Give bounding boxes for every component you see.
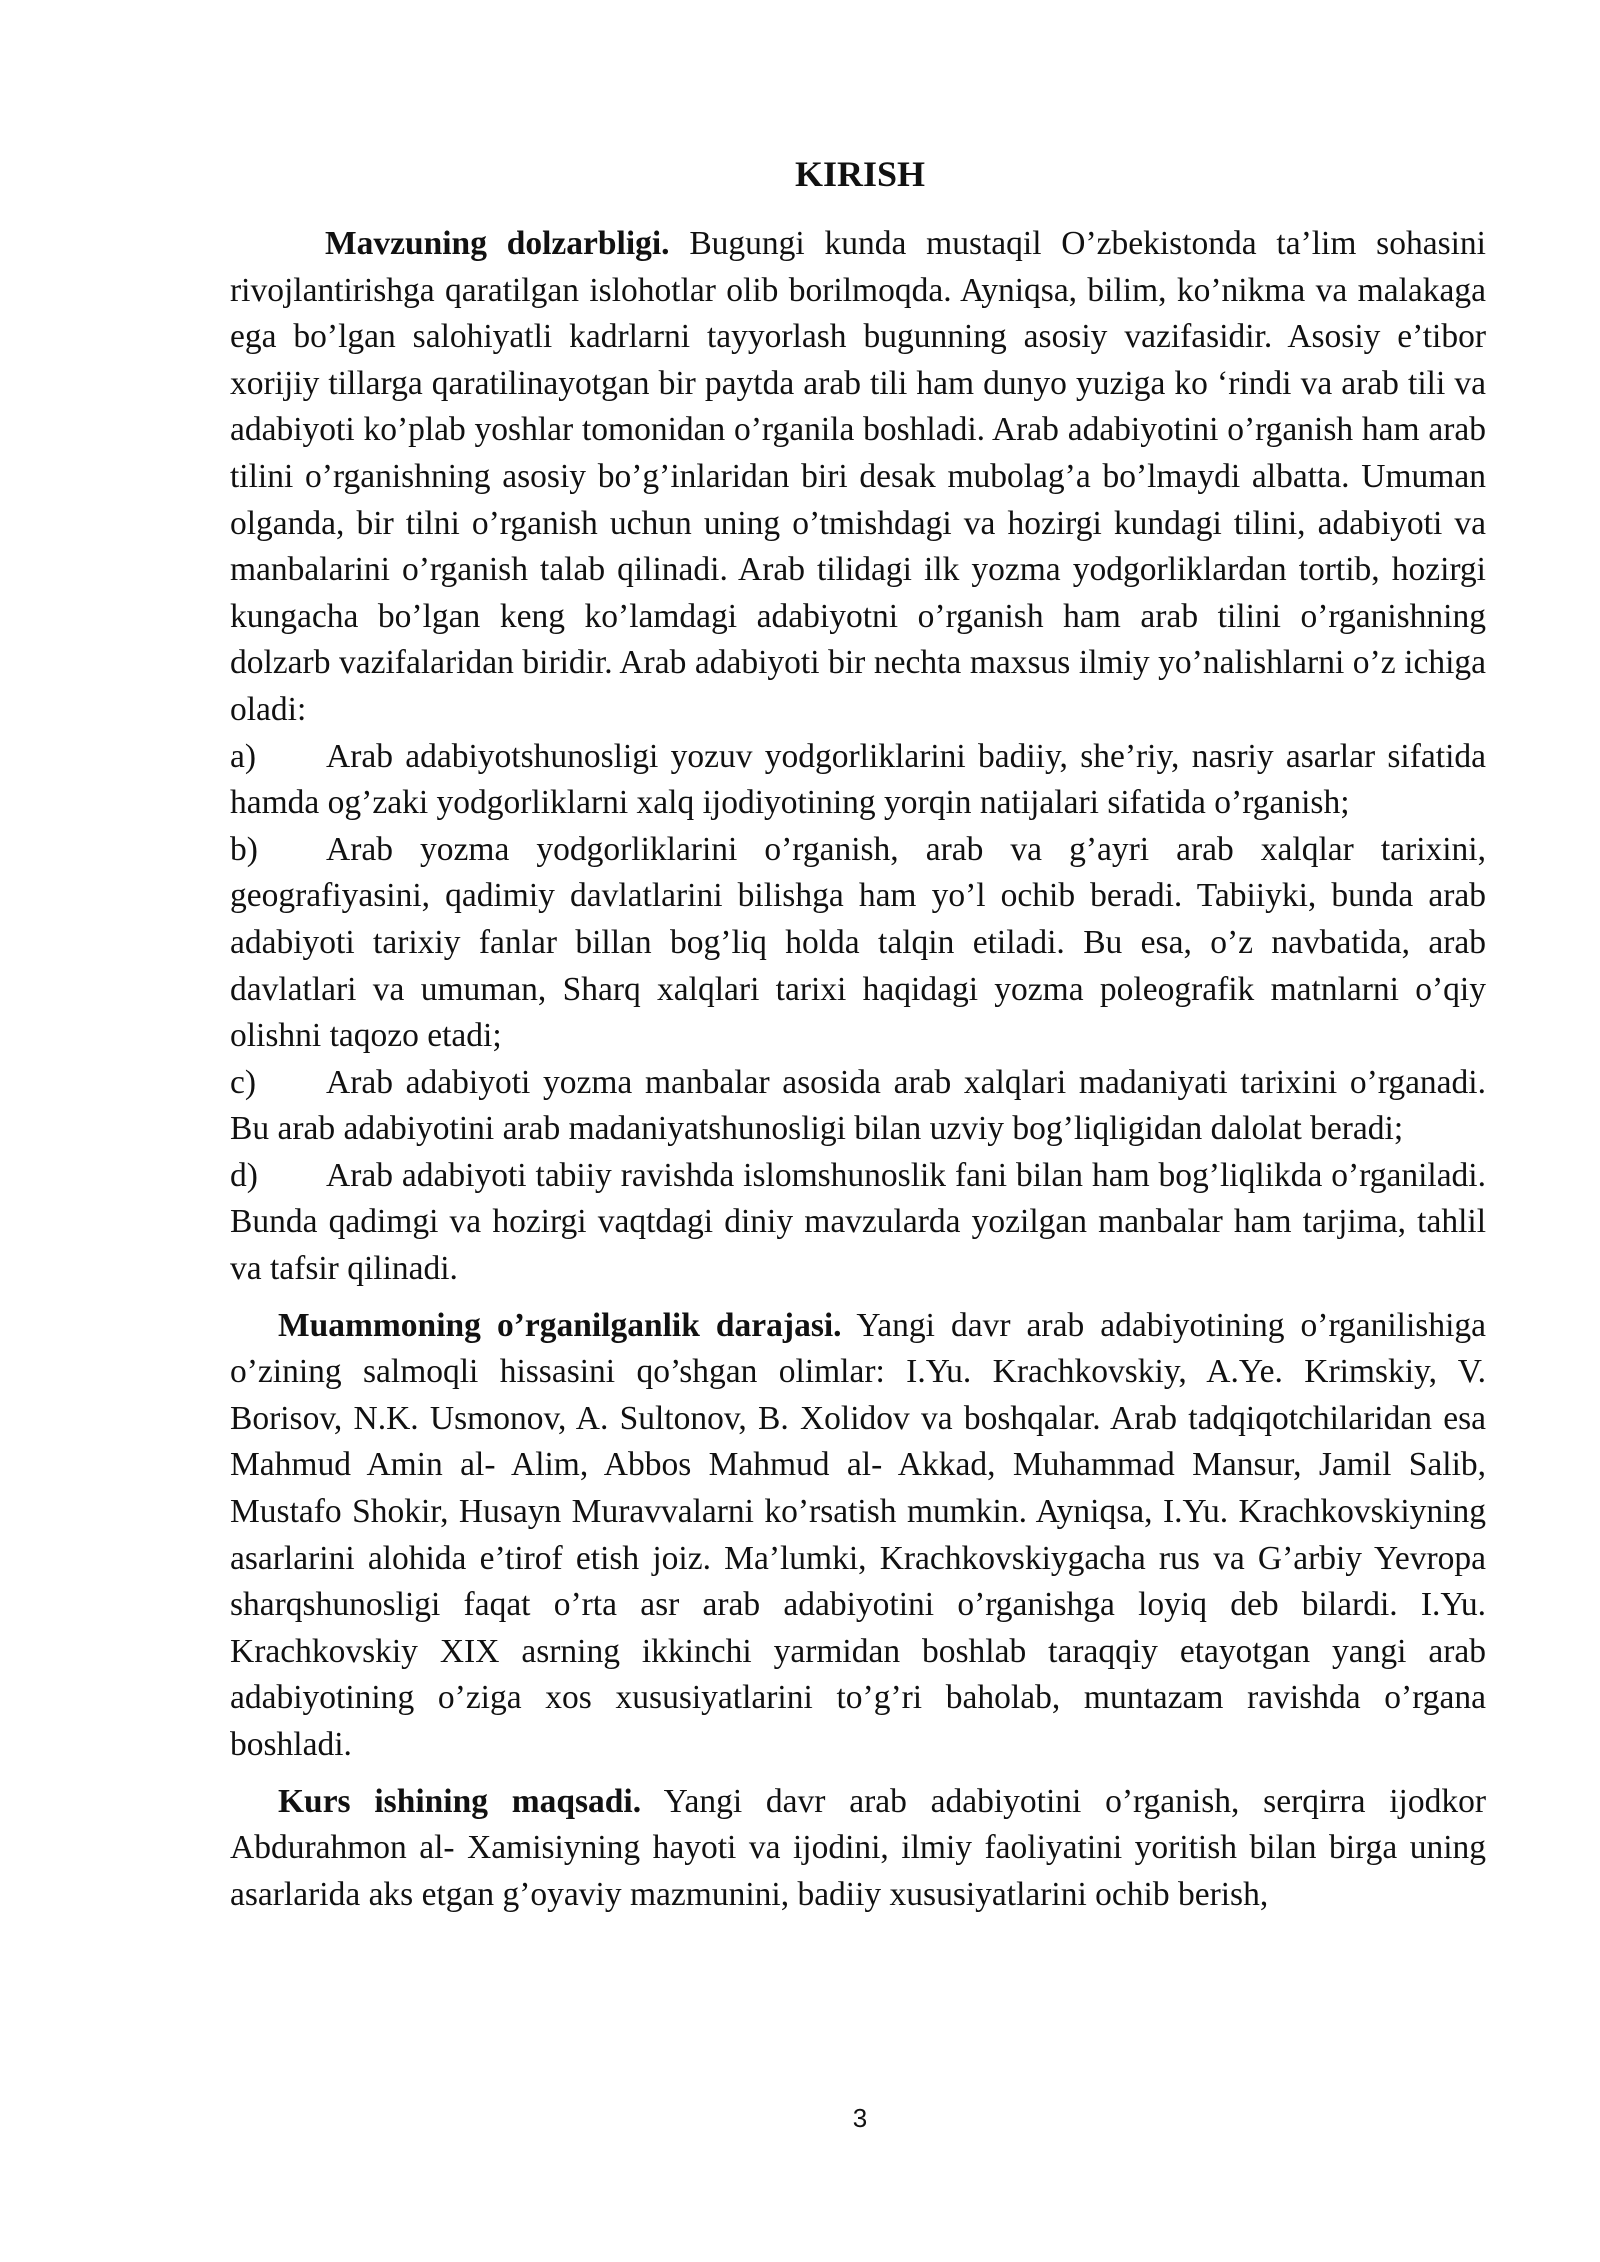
- list-item: [230, 1153, 1486, 1293]
- body-text: [230, 221, 1486, 1918]
- course-goal-lead: Kurs ishining maqsadi.: [278, 1782, 642, 1820]
- relevance-text: Bugungi kunda mustaqil O’zbekistonda ta’lim sohasini rivojlantirishga qaratilgan islohotlar olib borilmoqda. Ayniqsa, bilim, ko’nikma va malakaga ega bo’lgan salohiyatli kadrlarni tayyorlash bugunning asosiy vazifasidir. Asosiy e’tibor xorijiy tillarga qaratilinayotgan bir paytda arab tili ham dunyo yuziga ko ‘rindi va arab tili va adabiyoti ko’plab yoshlar tomonidan o’rganila boshladi. Arab adabiyotini o’rganish ham arab tilini o’rganishning asosiy bo’g’inlaridan biri desak mubolag’a bo’lmaydi albatta. Umuman olganda, bir tilni o’rganish uchun uning o’tmishdagi va hozirgi kundagi tilini, adabiyoti va manbalarini o’rganish talab qilinadi. Arab tilidagi ilk yozma yodgorliklardan tortib, hozirgi kungacha bo’lgan keng ko’lamdagi adabiyotni o’rganish ham arab tilini o’rganishning dolzarb vazifalaridan biridir. Arab adabiyoti bir nechta maxsus ilmiy yo’nalishlarni o’z ichiga oladi:: [230, 225, 1486, 728]
- list-marker: c): [230, 1063, 257, 1101]
- list-marker: b): [230, 830, 258, 868]
- relevance-lead: Mavzuning dolzarbligi.: [325, 225, 670, 262]
- research-degree-lead: Muammoning o’rganilganlik darajasi.: [278, 1306, 842, 1344]
- list-marker: d): [230, 1156, 258, 1194]
- relevance-paragraph: [230, 221, 1486, 734]
- list-item: [230, 734, 1486, 827]
- research-degree-text: Yangi davr arab adabiyotining o’rganilishiga o’zining salmoqli hissasini qo’shgan olimlar: I.Yu. Krachkovskiy, A.Ye. Krimskiy, V. Borisov, N.K. Usmonov, A. Sultonov, B. Xolidov va boshqalar. Arab tadqiqotchilaridan esa Mahmud Amin al- Alim, Abbos Mahmud al- Akkad, Muhammad Mansur, Jamil Salib, Mustafo Shokir, Husayn Muravvalarni ko’rsatish mumkin. Ayniqsa, I.Yu. Krachkovskiyning asarlarini alohida e’tirof etish joiz. Ma’lumki, Krachkovskiygacha rus va G’arbiy Yevropa sharqshunosligi faqat o’rta asr arab adabiyotini o’rganishga loyiq deb bilardi. I.Yu. Krachkovskiy XIX asrning ikkinchi yarmidan boshlab taraqqiy etayotgan yangi arab adabiyotining o’ziga xos xususiyatlarini to’g’ri baholab, muntazam ravishda o’rgana boshladi.: [230, 1306, 1487, 1763]
- list-item-text: Arab yozma yodgorliklarini o’rganish, arab va g’ayri arab xalqlar tarixini, geografiyasini, qadimiy davlatlarini bilishga ham yo’l ochib beradi. Tabiiyki, bunda arab adabiyoti tarixiy fanlar billan bog’liq holda talqin etiladi. Bu esa, o’z navbatida, arab davlatlari va umuman, Sharq xalqlari tarixi haqidagi yozma poleografik matnlarni o’qiy olishni taqozo etadi;: [230, 830, 1486, 1055]
- course-goal-paragraph: [230, 1779, 1486, 1919]
- list-marker: a): [230, 737, 257, 775]
- course-goal-text: Yangi davr arab adabiyotini o’rganish, serqirra ijodkor Abdurahmon al- Xamisiyning hayoti va ijodini, ilmiy faoliyatini yoritish bilan birga uning asarlarida aks etgan g’oyaviy mazmunini, badiiy xususiyatlarini ochib berish,: [230, 1782, 1486, 1913]
- list-item: [230, 827, 1486, 1060]
- list-item-text: Arab adabiyoti tabiiy ravishda islomshunoslik fani bilan ham bog’liqlikda o’rganiladi. Bunda qadimgi va hozirgi vaqtdagi diniy mavzularda yozilgan manbalar ham tarjima, tahlil va tafsir qilinadi.: [230, 1156, 1486, 1288]
- list-item-text: Arab adabiyoti yozma manbalar asosida arab xalqlari madaniyati tarixini o’rganadi. Bu arab adabiyotini arab madaniyatshunosligi bilan uzviy bog’liqligidan dalolat beradi;: [230, 1063, 1486, 1148]
- list-item: [230, 1060, 1486, 1153]
- list-item-text: Arab adabiyotshunosligi yozuv yodgorliklarini badiiy, she’riy, nasriy asarlar sifatida hamda og’zaki yodgorliklarni xalq ijodiyotining yorqin natijalari sifatida o’rganish;: [230, 737, 1486, 822]
- page-number: 3: [852, 2103, 868, 2133]
- research-degree-paragraph: [230, 1303, 1486, 1769]
- section-heading: KIRISH: [794, 154, 926, 194]
